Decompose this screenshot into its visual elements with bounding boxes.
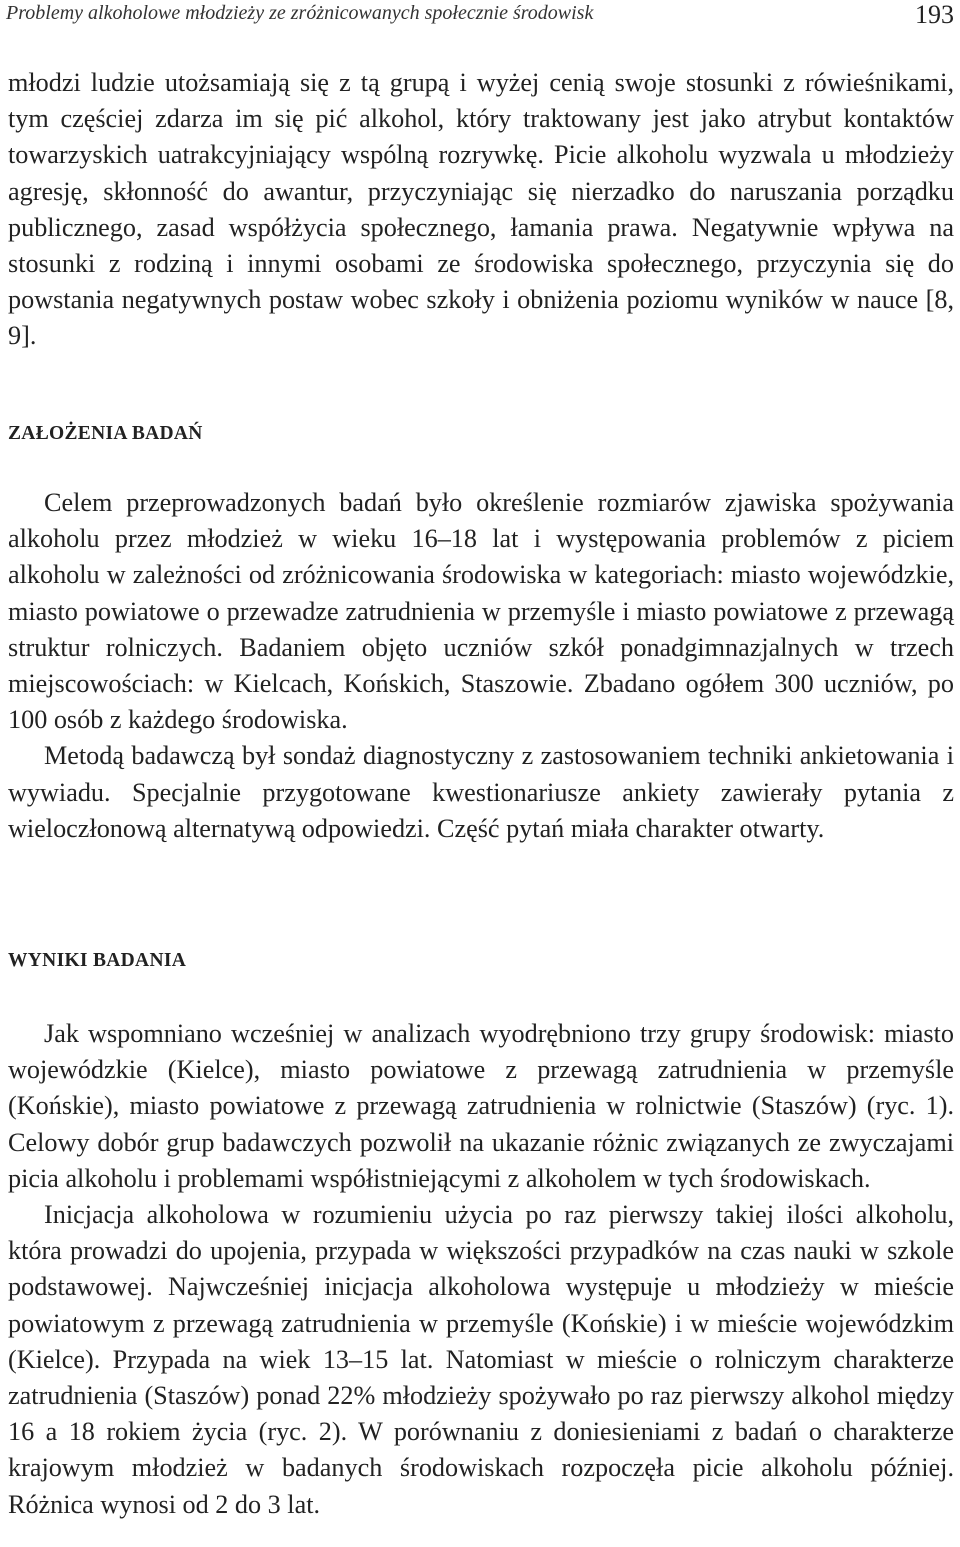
paragraph: Inicjacja alkoholowa w rozumieniu użycia po raz pierwszy takiej ilości alkoholu, która prowadzi do upojenia, przypada w większości przypadków na czas nauki w szkole podstawowej. Najwcześniej inicjacja alkoholowa występuje u młodzieży w mieście powiatowym z przewagą zatrudnienia w przemyśle (Końskie) i w mieście wojewódzkim (Kielce). Przypada na wiek 13–15 lat. Natomiast w mieście o rolniczym charakterze zatrudnienia (Staszów) ponad 22% młodzieży spożywało po raz pierwszy alkohol między 16 a 18 rokiem życia (ryc. 2). W porównaniu z doniesieniami z badań o charakterze krajowym młodzież w badanych środowiskach rozpoczęła picie alkoholu później. Różnica wynosi od 2 do 3 lat. xyxy=(8,1200,954,1519)
section-heading-wyniki: WYNIKI BADANIA xyxy=(8,950,187,971)
intro-text xyxy=(8,65,954,355)
page-number: 193 xyxy=(915,0,954,29)
paragraph: młodzi ludzie utożsamiają się z tą grupą i wyżej cenią swoje stosunki z rówieśnikami, tym częściej zdarza im się pić alkohol, który traktowany jest jako atrybut kontaktów towarzyskich uatrakcyjniający wspólną rozrywkę. Picie alkoholu wyzwala u młodzieży agresję, skłonność do awantur, przyczyniając się nierzadko do naruszania porządku publicznego, zasad współżycia społecznego, łamania prawa. Negatywnie wpływa na stosunki z rodziną i innymi osobami ze środowiska społecznego, przyczynia się do powstania negatywnych postaw wobec szkoły i obniżenia poziomu wyników w nauce [8, 9]. xyxy=(8,68,954,351)
section-heading-zalozenia: ZAŁOŻENIA BADAŃ xyxy=(8,423,203,444)
paragraph: Jak wspomniano wcześniej w analizach wyodrębniono trzy grupy środowisk: miasto wojewódzkie (Kielce), miasto powiatowe z przewagą zatrudnienia w przemyśle (Końskie), miasto powiatowe z przewagą zatrudnienia w rolnictwie (Staszów) (ryc. 1). Celowy dobór grup badawczych pozwolił na ukazanie różnic związanych ze zwyczajami picia alkoholu i problemami współistniejącymi z alkoholem w tych środowiskach. xyxy=(8,1019,954,1193)
running-title: Problemy alkoholowe młodzieży ze zróżnicowanych społecznie środowisk xyxy=(6,2,594,24)
paragraph: Celem przeprowadzonych badań było określenie rozmiarów zjawiska spożywania alkoholu przez młodzież w wieku 16–18 lat i występowania problemów z piciem alkoholu w zależności od zróżnicowania środowiska w kategoriach: miasto wojewódzkie, miasto powiatowe o przewadze zatrudnienia w przemyśle i miasto powiatowe z przewagą struktur rolniczych. Badaniem objęto uczniów szkół ponadgimnazjalnych w trzech miejscowościach: w Kielcach, Końskich, Staszowie. Zbadano ogółem 300 uczniów, po 100 osób z każdego środowiska. xyxy=(8,488,954,735)
running-header xyxy=(6,0,954,30)
section-body-zalozenia xyxy=(8,485,954,847)
section-body-wyniki xyxy=(8,1016,954,1523)
paragraph: Metodą badawczą był sondaż diagnostyczny z zastosowaniem techniki ankietowania i wywiadu. Specjalnie przygotowane kwestionariusze ankiety zawierały pytania z wieloczłonową alternatywą odpowiedzi. Część pytań miała charakter otwarty. xyxy=(8,741,954,843)
